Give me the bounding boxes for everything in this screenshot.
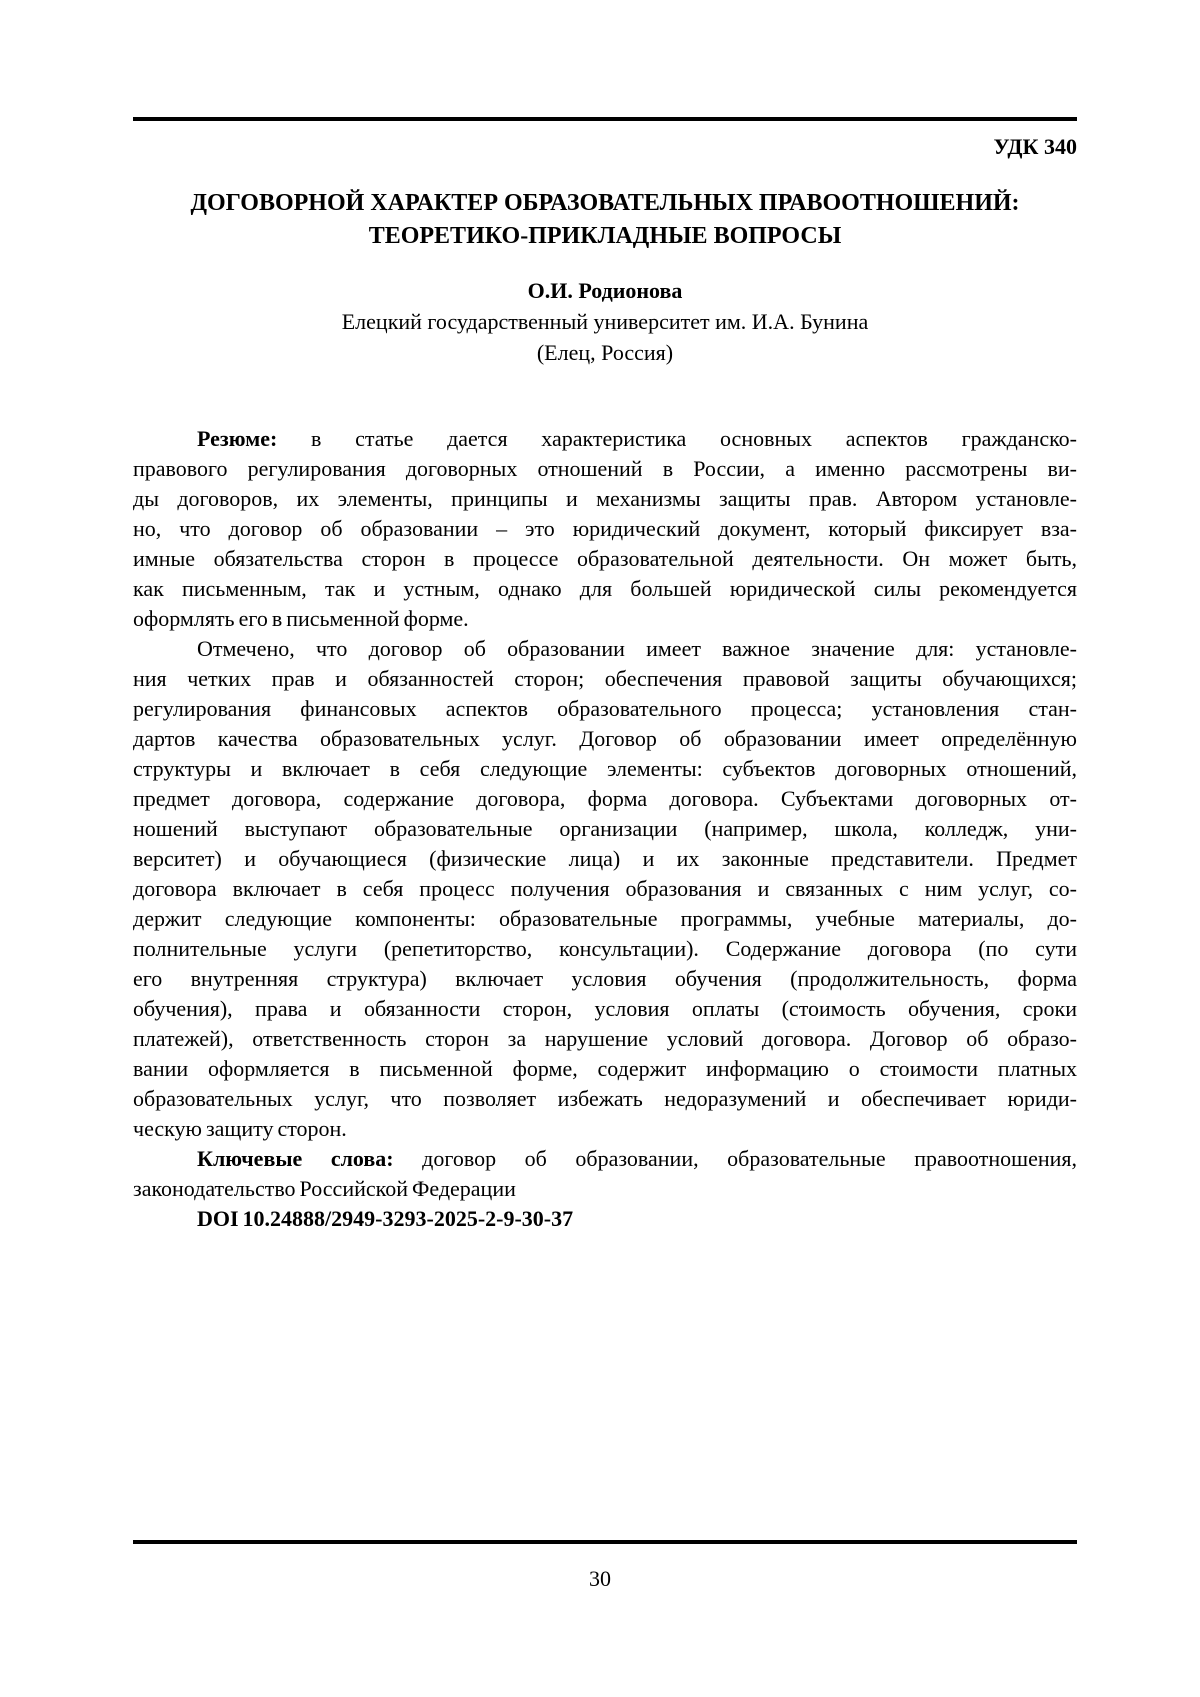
abstract-line: но, что договор об образовании – это юридический документ, который фиксирует вза-: [133, 516, 1077, 541]
paragraph-line: держит следующие компоненты: образовательные программы, учебные материалы, до-: [133, 906, 1077, 931]
byline-block: [133, 275, 1077, 368]
affiliation: Елецкий государственный университет им. И.А. Бунина: [341, 309, 869, 334]
paragraph-line: образовательных услуг, что позволяет избежать недоразумений и обеспечивает юриди-: [133, 1086, 1077, 1111]
article-title: [133, 187, 1077, 253]
paragraph-line: верситет) и обучающиеся (физические лица) и их законные представители. Предмет: [133, 846, 1077, 871]
article-title-line: ДОГОВОРНОЙ ХАРАКТЕР ОБРАЗОВАТЕЛЬНЫХ ПРАВООТНОШЕНИЙ:: [190, 190, 1020, 216]
udk-classifier: УДК 340: [993, 134, 1077, 159]
keywords-line: законодательство Российской Федерации: [133, 1176, 516, 1201]
keywords-label: Ключевые слова:: [197, 1146, 394, 1171]
article-title-line: ТЕОРЕТИКО-ПРИКЛАДНЫЕ ВОПРОСЫ: [368, 223, 842, 249]
paragraph-line: ческую защиту сторон.: [133, 1116, 347, 1141]
paragraph-line: вании оформляется в письменной форме, содержит информацию о стоимости платных: [133, 1056, 1077, 1081]
paragraph-line: ношений выступают образовательные организации (например, школа, колледж, уни-: [133, 816, 1077, 841]
affiliation-location: (Елец, Россия): [536, 340, 674, 365]
abstract-line: как письменным, так и устным, однако для большей юридической силы рекомендуется: [133, 576, 1077, 601]
abstract-line: ды договоров, их элементы, принципы и механизмы защиты прав. Автором установле-: [133, 486, 1077, 511]
keywords-text: договор об образовании, образовательные правоотношения,: [393, 1146, 1078, 1171]
abstract-line: имные обязательства сторон в процессе образовательной деятельности. Он может быть,: [133, 546, 1077, 571]
paragraph-line: предмет договора, содержание договора, форма договора. Субъектами договорных от-: [133, 786, 1077, 811]
paragraph-line: ния четких прав и обязанностей сторон; обеспечения правовой защиты обучающихся;: [133, 666, 1077, 691]
abstract-line: [133, 424, 1077, 454]
bottom-rule-divider: [133, 1540, 1077, 1544]
paragraph-line: его внутренняя структура) включает условия обучения (продолжительность, форма: [133, 966, 1077, 991]
paragraph-line: полнительные услуги (репетиторство, консультации). Содержание договора (по сути: [133, 936, 1077, 961]
paragraph-line: дартов качества образовательных услуг. Договор об образовании имеет определённую: [133, 726, 1077, 751]
top-rule-divider: [133, 117, 1077, 121]
abstract-label: Резюме:: [197, 426, 278, 451]
paragraph-line: договора включает в себя процесс получения образования и связанных с ним услуг, со-: [133, 876, 1077, 901]
page-content: [0, 117, 1200, 1234]
keywords-line: [133, 1144, 1077, 1174]
author-name: О.И. Родионова: [527, 278, 683, 303]
paragraph-line: регулирования финансовых аспектов образовательного процесса; установления стан-: [133, 696, 1077, 721]
abstract-text: в статье дается характеристика основных аспектов гражданско-: [277, 426, 1077, 451]
abstract-line: правового регулирования договорных отношений в России, а именно рассмотрены ви-: [133, 456, 1077, 481]
paragraph-line: платежей), ответственность сторон за нарушение условий договора. Договор об образо-: [133, 1026, 1077, 1051]
doi: DOI 10.24888/2949-3293-2025-2-9-30-37: [197, 1206, 574, 1231]
paragraph-line: обучения), права и обязанности сторон, условия оплаты (стоимость обучения, сроки: [133, 996, 1077, 1021]
article-body: [133, 424, 1077, 1234]
abstract-line: оформлять его в письменной форме.: [133, 606, 469, 631]
paragraph-line: структуры и включает в себя следующие элементы: субъектов договорных отношений,: [133, 756, 1077, 781]
paragraph-line: Отмечено, что договор об образовании имеет важное значение для: установле-: [197, 636, 1077, 661]
page-number: 30: [589, 1566, 611, 1591]
